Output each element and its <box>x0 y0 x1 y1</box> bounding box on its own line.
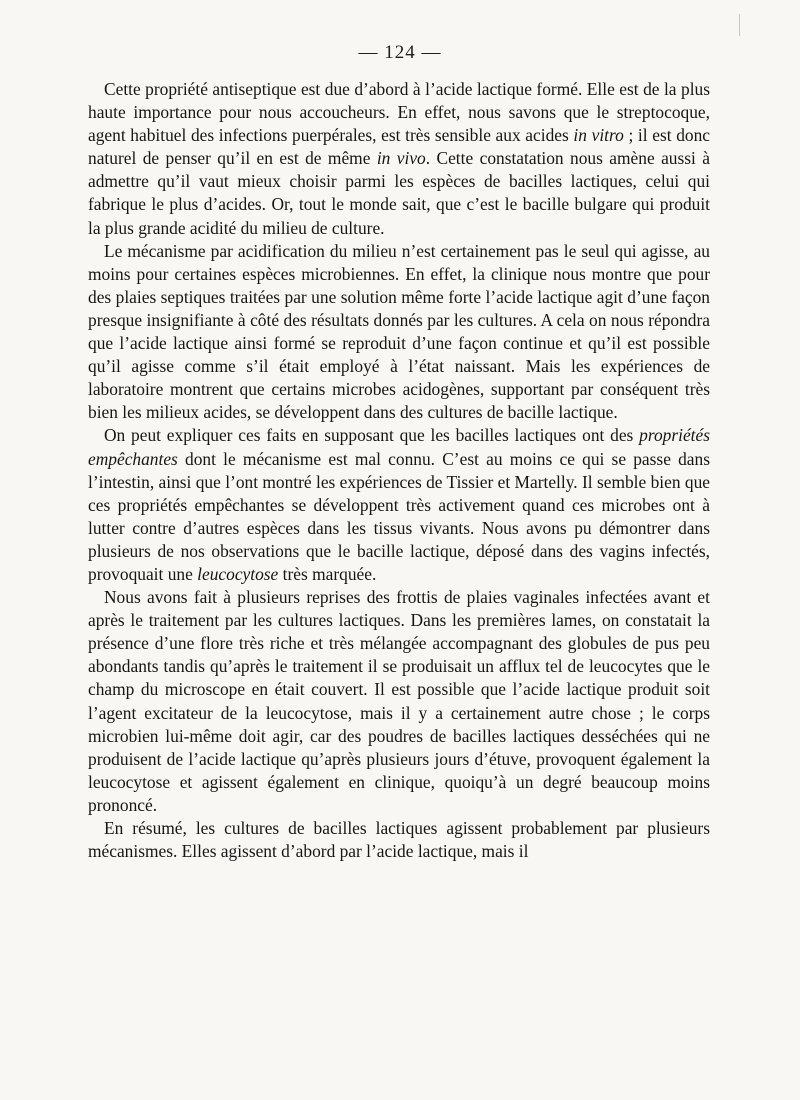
text-run: dont le mécanisme est mal connu. C’est au moins ce qui se passe dans l’intestin, ainsi que l’ont montré les expériences de Tissier et Martelly. Il semble bien que ces propriétés empêchantes se développent très activement quand ces microbes ont à lutter contre d’autres espèces dans les tissus vivants. Nous avons pu démontrer dans plusieurs de nos observations que le bacille lactique, déposé dans des vagins infectés, provoquait une <box>88 448 710 584</box>
paragraph-3 <box>88 424 710 586</box>
paragraph-4 <box>88 586 710 817</box>
paragraph-5 <box>88 817 710 863</box>
text-run: En résumé, les cultures de bacilles lactiques agissent probablement par plusieurs mécanismes. Elles agissent d’abord par l’acide lactique, mais il <box>88 818 710 862</box>
text-run: Nous avons fait à plusieurs reprises des frottis de plaies vaginales infectées avant et après le traitement par les cultures lactiques. Dans les premières lames, on constatait la présence d’une flore très riche et très mélangée accompagnant des globules de pus peu abondants tandis qu’après le traitement il se produisait un afflux tel de leucocytes que le champ du microscope en était couvert. Il est possible que l’acide lactique produit soit l’agent excitateur de la leucocytose, mais il y a certainement autre chose ; le corps microbien lui-même doit agir, car des poudres de bacilles lactiques desséchées qui ne produisent de l’acide lactique qu’après plusieurs jours d’étuve, provoquent également la leucocytose et agissent également en clinique, quoiqu’à un degré beaucoup moins prononcé. <box>88 587 710 815</box>
text-run: très marquée. <box>278 563 377 584</box>
italic-term: leucocytose <box>197 563 279 584</box>
text-run: Cette propriété antiseptique est due d’abord à l’acide lactique formé. Elle est de la plus haute importance pour nous accoucheurs. En effet, nous savons que le streptocoque, agent habituel des infections puerpérales, est très sensible aux acides <box>88 79 710 146</box>
scan-edge-mark <box>739 14 740 36</box>
body-text <box>88 78 710 863</box>
italic-term: in vitro <box>573 125 624 146</box>
text-run: Le mécanisme par acidification du milieu n’est certainement pas le seul qui agisse, au moins pour certaines espèces microbiennes. En effet, la clinique nous montre que pour des plaies septiques traitées par une solution même forte l’acide lactique agit d’une façon presque insignifiante à côté des résultats donnés par les cultures. A cela on nous répondra que l’acide lactique ainsi formé se reproduit d’une façon continue et qu’il est possible qu’il agisse comme s’il était employé à l’état naissant. Mais les expériences de laboratoire montrent que certains microbes acidogènes, supportant par conséquent très bien les milieux acides, se développent dans des cultures de bacille lactique. <box>88 240 710 423</box>
paragraph-2 <box>88 240 710 425</box>
italic-term: propriétés empêchantes <box>88 425 710 469</box>
text-run: ; il est donc naturel de penser qu’il en est de même <box>88 125 711 169</box>
text-run: . Cette constatation nous amène aussi à admettre qu’il vaut mieux choisir parmi les espèces de bacilles lactiques, celui qui fabrique le plus d’acides. Or, tout le monde sait, que c’est le bacille bulgare qui produit la plus grande acidité du milieu de culture. <box>88 148 710 238</box>
page-number: — 124 — <box>358 42 442 63</box>
italic-term: in vivo <box>376 148 426 169</box>
text-run: On peut expliquer ces faits en supposant que les bacilles lactiques ont des <box>104 425 640 446</box>
paragraph-1 <box>88 78 710 240</box>
